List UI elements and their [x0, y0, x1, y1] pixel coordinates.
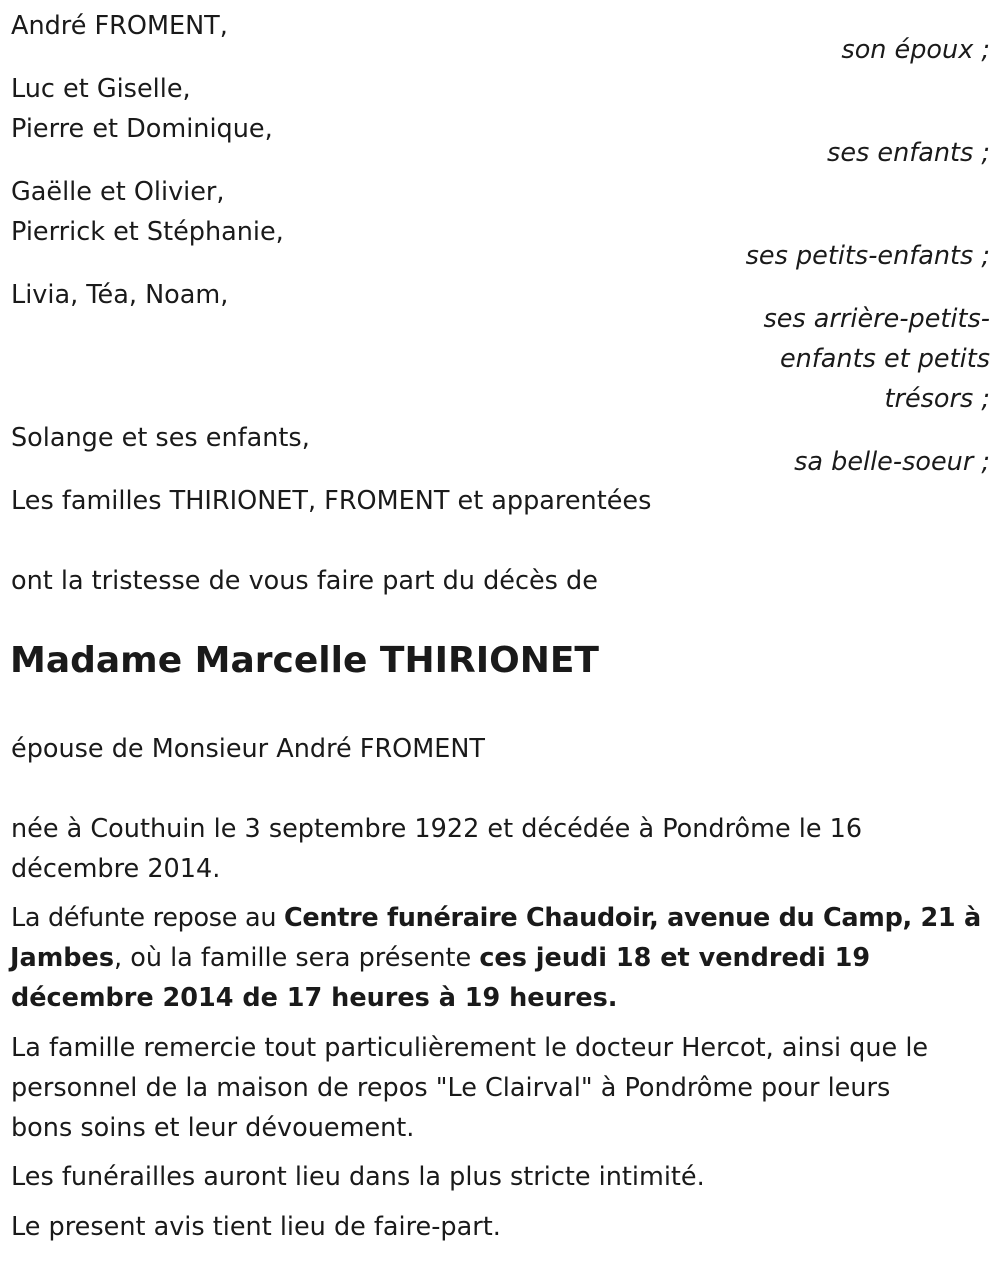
family-name-pierrick-stephanie: Pierrick et Stéphanie, — [11, 217, 284, 247]
spouse-text: épouse de Monsieur André FROMENT — [11, 734, 486, 764]
family-name-families: Les familles THIRIONET, FROMENT et apparentées — [11, 486, 652, 516]
relation-great-grandchildren-line1: ses arrière-petits- — [763, 304, 990, 334]
relation-spouse: son époux ; — [841, 35, 990, 65]
family-presence-text: , où la famille sera présente — [114, 943, 480, 973]
repose-line1 — [11, 898, 981, 938]
thanks-line3: bons soins et leur dévouement. — [11, 1113, 415, 1143]
birth-death-line2: décembre 2014. — [11, 854, 221, 884]
repose-prefix: La défunte repose au — [11, 903, 284, 933]
city-jambes: Jambes — [10, 943, 114, 973]
closing-text: Le present avis tient lieu de faire-part. — [11, 1212, 501, 1242]
thanks-line1: La famille remercie tout particulièrement le docteur Hercot, ainsi que le — [11, 1033, 929, 1063]
relation-grandchildren: ses petits-enfants ; — [745, 241, 990, 271]
deceased-name: Madame Marcelle THIRIONET — [10, 640, 599, 681]
family-name-livia-tea-noam: Livia, Téa, Noam, — [11, 280, 229, 310]
family-name-solange: Solange et ses enfants, — [11, 423, 310, 453]
funeral-text: Les funérailles auront lieu dans la plus stricte intimité. — [11, 1162, 705, 1192]
family-name-luc-giselle: Luc et Giselle, — [11, 74, 191, 104]
funeral-center-address: Centre funéraire Chaudoir, avenue du Camp, 21 à — [283, 903, 981, 933]
visiting-days: ces jeudi 18 et vendredi 19 — [479, 943, 871, 973]
relation-great-grandchildren-line3: trésors ; — [884, 384, 990, 414]
relation-sister-in-law: sa belle-soeur ; — [794, 447, 990, 477]
family-name-andre: André FROMENT, — [11, 11, 228, 41]
announcement-text: ont la tristesse de vous faire part du décès de — [11, 566, 598, 596]
relation-children: ses enfants ; — [827, 138, 990, 168]
visiting-hours: décembre 2014 de 17 heures à 19 heures. — [11, 983, 618, 1013]
thanks-line2: personnel de la maison de repos "Le Clairval" à Pondrôme pour leurs — [11, 1073, 891, 1103]
family-name-gaelle-olivier: Gaëlle et Olivier, — [11, 177, 225, 207]
relation-great-grandchildren-line2: enfants et petits — [779, 344, 990, 374]
birth-death-line1: née à Couthuin le 3 septembre 1922 et décédée à Pondrôme le 16 — [11, 814, 863, 844]
repose-line3 — [11, 978, 617, 1018]
family-name-pierre-dominique: Pierre et Dominique, — [11, 114, 273, 144]
repose-line2 — [10, 938, 870, 978]
